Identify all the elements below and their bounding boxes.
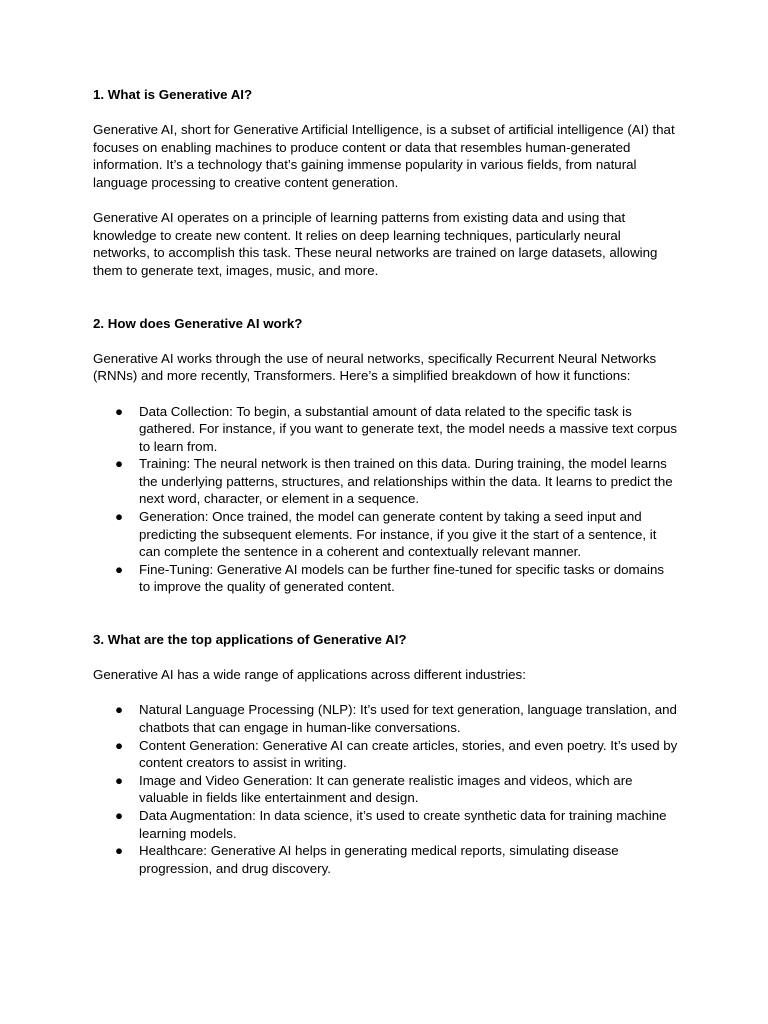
bullet-icon: ● <box>115 561 124 577</box>
list-item-text: Data Augmentation: In data science, it’s used to create synthetic data for training machine learning models. <box>139 807 667 841</box>
list-item-text: Fine-Tuning: Generative AI models can be further fine-tuned for specific tasks or domains to improve the quality of generated content. <box>139 561 664 595</box>
bullet-icon: ● <box>115 843 124 859</box>
bullet-icon: ● <box>115 403 124 419</box>
list-item <box>93 737 678 772</box>
section-1-paragraph-1: Generative AI, short for Generative Artificial Intelligence, is a subset of artificial intelligence (AI) that focuses on enabling machines to produce content or data that resembles human-generated information. It’s a technology that’s gaining immense popularity in various fields, from natural language processing to creative content generation. <box>93 122 675 190</box>
section-2-bullet-list <box>93 403 678 597</box>
document-page <box>93 86 678 877</box>
bullet-icon: ● <box>115 456 124 472</box>
list-item-text: Content Generation: Generative AI can create articles, stories, and even poetry. It’s used by content creators to assist in writing. <box>139 737 678 771</box>
bullet-icon: ● <box>115 702 124 718</box>
list-item <box>93 772 678 807</box>
list-item <box>93 403 678 456</box>
list-item-text: Data Collection: To begin, a substantial amount of data related to the specific task is gathered. For instance, if you want to generate text, the model needs a massive text corpus to learn from. <box>139 403 678 454</box>
bullet-icon: ● <box>115 509 124 525</box>
list-item-text: Healthcare: Generative AI helps in generating medical reports, simulating disease progression, and drug discovery. <box>139 843 619 876</box>
section-3-bullet-list <box>93 701 678 877</box>
list-item-text: Natural Language Processing (NLP): It’s used for text generation, language translation, and chatbots that can engage in human-like conversations. <box>139 702 677 735</box>
section-2-heading: 2. How does Generative AI work? <box>93 315 303 331</box>
bullet-icon: ● <box>115 737 124 753</box>
list-item-text: Generation: Once trained, the model can generate content by taking a seed input and predicting the subsequent elements. For instance, if you give it the start of a sentence, it can complete the sentence in a coherent and contextually relevant manner. <box>139 509 657 560</box>
section-1-heading: 1. What is Generative AI? <box>93 87 253 102</box>
section-3-intro: Generative AI has a wide range of applications across different industries: <box>93 667 526 683</box>
list-item-text: Image and Video Generation: It can generate realistic images and videos, which are valuable in fields like entertainment and design. <box>139 772 633 806</box>
section-3-heading: 3. What are the top applications of Generative AI? <box>93 632 407 648</box>
section-1-paragraph-2: Generative AI operates on a principle of learning patterns from existing data and using that knowledge to create new content. It relies on deep learning techniques, particularly neural networks, to accomplish this task. These neural networks are trained on large datasets, allowing them to generate text, images, music, and more. <box>93 210 658 278</box>
list-item-text: Training: The neural network is then trained on this data. During training, the model learns the underlying patterns, structures, and relationships within the data. It learns to predict the next word, character, or element in a sequence. <box>139 456 673 507</box>
list-item <box>93 701 678 736</box>
section-2-intro: Generative AI works through the use of neural networks, specifically Recurrent Neural Networks (RNNs) and more recently, Transformers. Here’s a simplified breakdown of how it functions: <box>93 350 657 384</box>
bullet-icon: ● <box>115 772 124 788</box>
list-item <box>93 455 678 508</box>
bullet-icon: ● <box>115 807 124 823</box>
list-item <box>93 807 678 842</box>
list-item <box>93 561 678 596</box>
list-item <box>93 508 678 561</box>
list-item <box>93 842 678 877</box>
